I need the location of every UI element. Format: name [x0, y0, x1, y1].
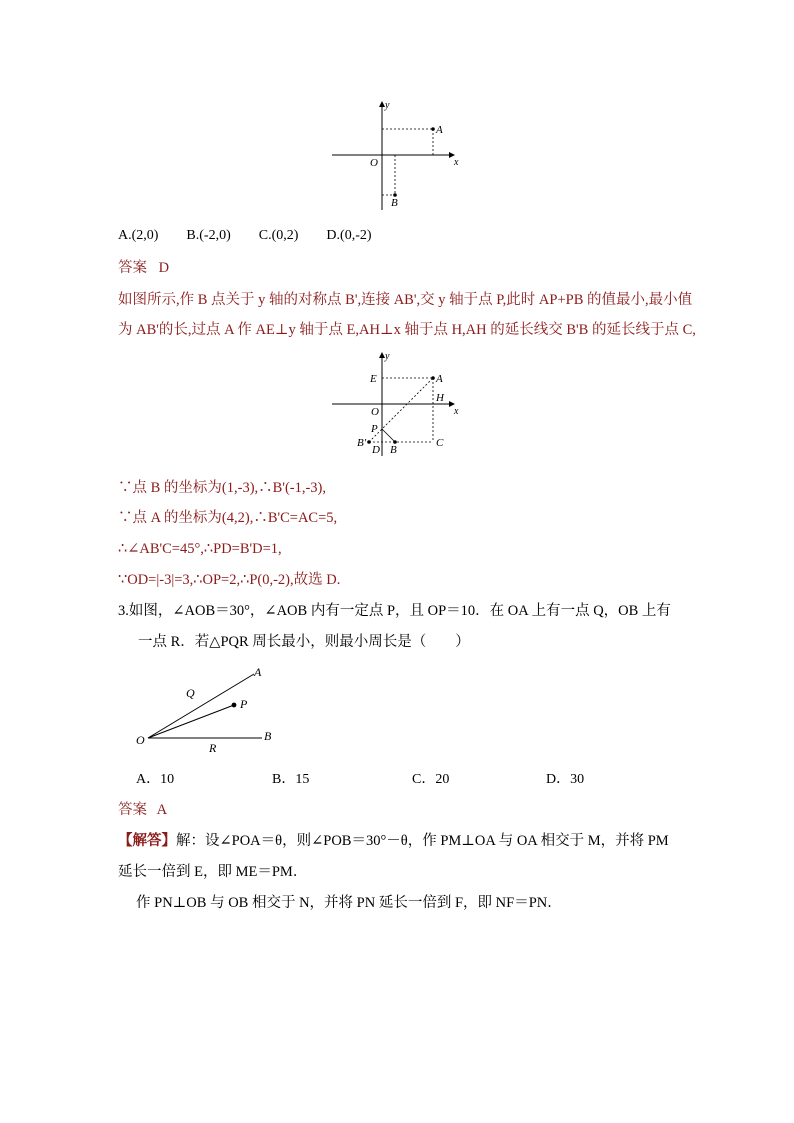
label-p-3: P: [240, 697, 248, 711]
solution-text-1: 解：设∠POA＝θ，则∠POB＝30°－θ，作 PM⊥OA 与 OA 相交于 M，并将 PM: [176, 833, 669, 849]
q3-option-b: B．15: [272, 772, 310, 787]
solution-tag: 【解答】: [118, 833, 176, 849]
q2-step-3: ∴∠AB'C=45°,∴PD=B'D=1,: [118, 541, 282, 557]
label-b: B: [391, 197, 398, 209]
q3-solution-line-3: 作 PN⊥OB 与 OB 相交于 N，并将 PN 延长一倍到 F，即 NF＝PN．: [136, 895, 562, 911]
label-x-2: x: [454, 406, 459, 417]
point-a: [431, 127, 435, 131]
answer-value-3: A: [156, 802, 168, 818]
q2-options: A.(2,0) B.(-2,0) C.(0,2) D.(0,-2): [118, 228, 372, 243]
q2-explain-line-2: 为 AB'的长,过点 A 作 AE⊥y 轴于点 E,AH⊥x 轴于点 H,AH 的延长线交 B'B 的延长线于点 C,: [118, 322, 696, 338]
label-y-2: y: [385, 351, 390, 362]
q2-step-2: ∵点 A 的坐标为(4,2),∴B'C=AC=5,: [118, 510, 338, 526]
segment-op: [148, 705, 234, 738]
q3-stem-line-1: 3.如图，∠AOB＝30°，∠AOB 内有一定点 P，且 OP＝10．在 OA 上有一点 Q，OB 上有: [118, 603, 671, 619]
q2-step-1: ∵点 B 的坐标为(1,-3),∴B'(-1,-3),: [118, 480, 327, 496]
figure-solution: [330, 348, 470, 460]
q3-solution-line-1: [118, 831, 669, 851]
label-b-prime: B': [357, 437, 367, 449]
q3-option-c: C．20: [412, 772, 450, 787]
q3-solution-line-2: 延长一倍到 E，即 ME＝PM．: [118, 864, 308, 880]
q2-answer: [118, 258, 169, 278]
label-o-3: O: [136, 733, 145, 747]
label-b-2: B: [390, 444, 397, 456]
label-c: C: [436, 437, 444, 449]
q2-step-4: ∵OD=|-3|=3,∴OP=2,∴P(0,-2),故选 D.: [118, 572, 341, 588]
answer-label-3: 答案: [118, 802, 147, 818]
answer-label: 答案: [118, 260, 147, 276]
label-a: A: [436, 124, 443, 136]
label-r: R: [209, 741, 217, 752]
figure-coordinate-ab: [330, 96, 470, 214]
label-a-3: A: [254, 665, 262, 679]
label-q: Q: [186, 686, 195, 700]
label-x: x: [454, 157, 459, 168]
label-e: E: [370, 373, 377, 385]
label-o: O: [370, 157, 378, 169]
q2-explain-line-1: 如图所示,作 B 点关于 y 轴的对称点 B',连接 AB',交 y 轴于点 P,此时 AP+PB 的值最小,最小值: [118, 292, 693, 308]
figure-angle-aob: [130, 660, 290, 752]
label-o-2: O: [371, 406, 379, 418]
label-b-3: B: [264, 729, 272, 743]
label-y: y: [385, 100, 390, 111]
q3-option-a: A．10: [136, 772, 175, 787]
point-p: [232, 703, 237, 708]
label-h: H: [436, 392, 444, 404]
label-p-2: P: [371, 423, 378, 435]
label-a-2: A: [436, 373, 443, 385]
q3-option-d: D．30: [546, 772, 585, 787]
q3-stem-line-2: 一点 R．若△PQR 周长最小，则最小周长是（ ）: [138, 634, 470, 650]
answer-value: D: [158, 260, 170, 276]
ray-oa: [148, 674, 254, 738]
label-d: D: [372, 444, 380, 456]
q3-answer: [118, 800, 167, 820]
